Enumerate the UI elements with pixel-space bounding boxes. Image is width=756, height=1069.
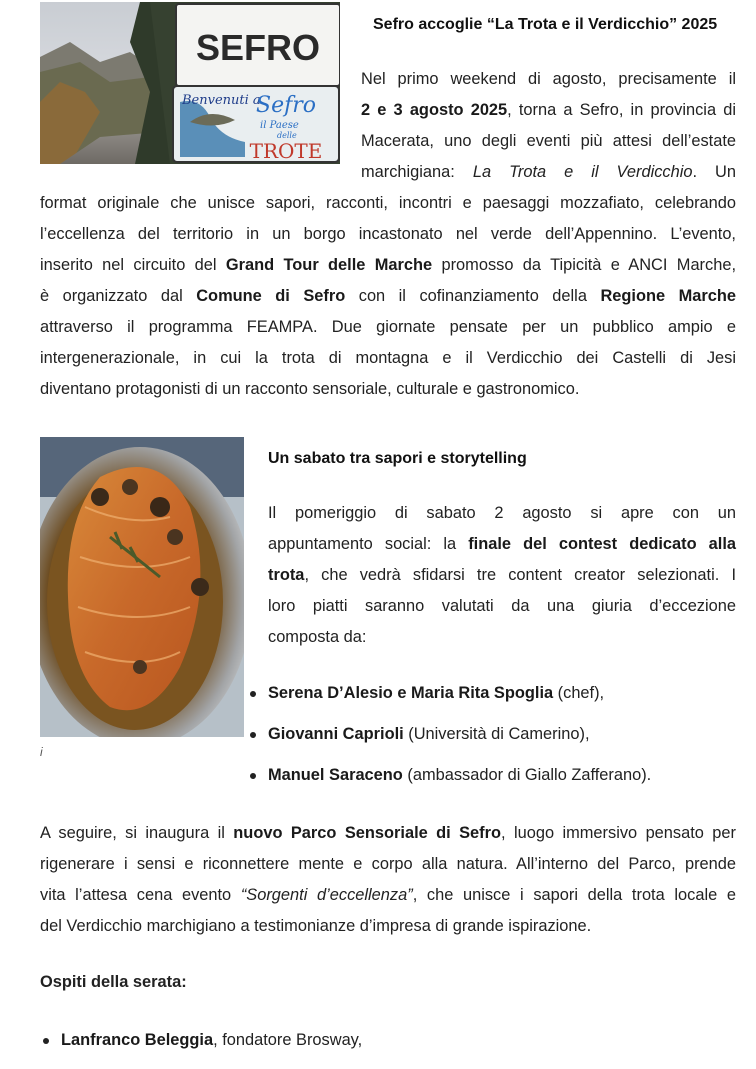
guest-item-text: Lanfranco Beleggia [61, 1031, 214, 1049]
sign-town: SEFRO [195, 27, 321, 68]
saturday-text: , che vedrà sfidarsi tre content creator selezionati. I [304, 566, 736, 584]
saturday-line [268, 564, 736, 586]
jury-item-text: Manuel Saraceno [268, 766, 403, 784]
intro-text: La Trota e il Verdicchio [472, 163, 693, 181]
intro-text: l’eccellenza del territorio in un borgo incastonato nel verde dell’Appennino. L’evento, [40, 225, 736, 243]
intro-line [361, 130, 736, 152]
intro-line [40, 285, 736, 307]
park-text: rigenerare i sensi e riconnettere mente e corpo alla natura. All’interno del Parco, prende [40, 855, 736, 873]
park-text: del Verdicchio marchigiano a testimonianze d’impresa di grande ispirazione. [40, 917, 592, 935]
intro-text: Grand Tour delle Marche [225, 256, 433, 274]
park-text: A seguire, si inaugura il [40, 824, 234, 842]
bullet-icon [250, 732, 256, 738]
trout-dish-photo [40, 437, 244, 737]
intro-text: attraverso il programma FEAMPA. Due giornate pensate per un pubblico ampio e [40, 318, 736, 336]
intro-text: Comune di Sefro [196, 287, 346, 305]
guest-list-item [61, 1029, 362, 1051]
saturday-line [268, 626, 366, 648]
intro-text: inserito nel circuito del [40, 256, 226, 274]
park-text: nuovo Parco Sensoriale di Sefro [233, 824, 502, 842]
guests-heading: Ospiti della serata: [40, 973, 187, 991]
intro-text: , torna a Sefro, in provincia di [507, 101, 736, 119]
sign-trote: TROTE [249, 139, 323, 163]
intro-line [361, 99, 736, 121]
sign-sub2: delle [277, 131, 297, 140]
saturday-text: composta da: [268, 628, 367, 646]
article-title: Sefro accoglie “La Trota e il Verdicchio” 2025 [373, 16, 718, 33]
park-text: , che unisce i sapori della trota locale e [412, 886, 736, 904]
jury-list-item [268, 723, 590, 745]
section-heading-saturday: Un sabato tra sapori e storytelling [268, 450, 527, 467]
park-text: vita l’attesa cena evento [40, 886, 241, 904]
intro-line [361, 161, 736, 183]
intro-line [40, 254, 736, 276]
jury-list-item [268, 764, 651, 786]
intro-text: è organizzato dal [40, 287, 197, 305]
park-line [40, 822, 736, 844]
saturday-line [268, 502, 736, 524]
sign-name: Sefro [256, 93, 316, 118]
park-line [40, 853, 736, 875]
saturday-line [268, 533, 736, 555]
sefro-sign-photo [40, 2, 340, 164]
saturday-text: finale del contest dedicato alla [468, 535, 736, 553]
intro-line [40, 223, 736, 245]
park-line [40, 884, 736, 906]
intro-text: . Un [692, 163, 736, 181]
intro-text: Macerata, uno degli eventi più attesi dell’estate [361, 132, 736, 150]
jury-item-text: Serena D’Alesio e Maria Rita Spoglia [268, 684, 554, 702]
bullet-icon [250, 691, 256, 697]
guest-item-text: , fondatore Brosway, [213, 1031, 363, 1049]
intro-line [40, 316, 736, 338]
intro-text: marchigiana: [361, 163, 473, 181]
jury-item-text: Giovanni Caprioli [268, 725, 404, 743]
intro-line [40, 192, 736, 214]
intro-text: Nel primo weekend di agosto, precisamente il [361, 70, 736, 88]
intro-text: con il cofinanziamento della [345, 287, 601, 305]
bullet-icon [43, 1038, 49, 1044]
saturday-text: trota [268, 566, 305, 584]
park-line [40, 915, 591, 937]
intro-line [40, 347, 736, 369]
saturday-text: loro piatti saranno valutati da una giuria d’eccezione [268, 597, 736, 615]
jury-list-item [268, 682, 604, 704]
intro-text: diventano protagonisti di un racconto sensoriale, culturale e gastronomico. [40, 380, 580, 398]
intro-text: 2 e 3 agosto 2025 [361, 101, 508, 119]
image-caption: i [40, 745, 43, 759]
jury-item-text: (ambassador di Giallo Zafferano). [402, 766, 652, 784]
jury-item-text: (chef), [553, 684, 605, 702]
intro-text: intergenerazionale, in cui la trota di montagna e il Verdicchio dei Castelli di Jesi [40, 349, 736, 367]
sign-sub1: il Paese [260, 120, 299, 131]
park-text: , luogo immersivo pensato per [501, 824, 736, 842]
sign-welcome: Benvenuti a [182, 93, 261, 108]
intro-text: format originale che unisce sapori, racconti, incontri e paesaggi mozzafiato, celebrando [40, 194, 736, 212]
bullet-icon [250, 773, 256, 779]
saturday-text: Il pomeriggio di sabato 2 agosto si apre con un [268, 504, 736, 522]
intro-line [361, 68, 736, 90]
intro-text: Regione Marche [600, 287, 736, 305]
intro-line [40, 378, 579, 400]
park-text: “Sorgenti d’eccellenza” [240, 886, 413, 904]
jury-item-text: (Università di Camerino), [403, 725, 590, 743]
intro-text: promosso da Tipicità e ANCI Marche, [432, 256, 736, 274]
saturday-text: appuntamento social: la [268, 535, 469, 553]
saturday-line [268, 595, 736, 617]
